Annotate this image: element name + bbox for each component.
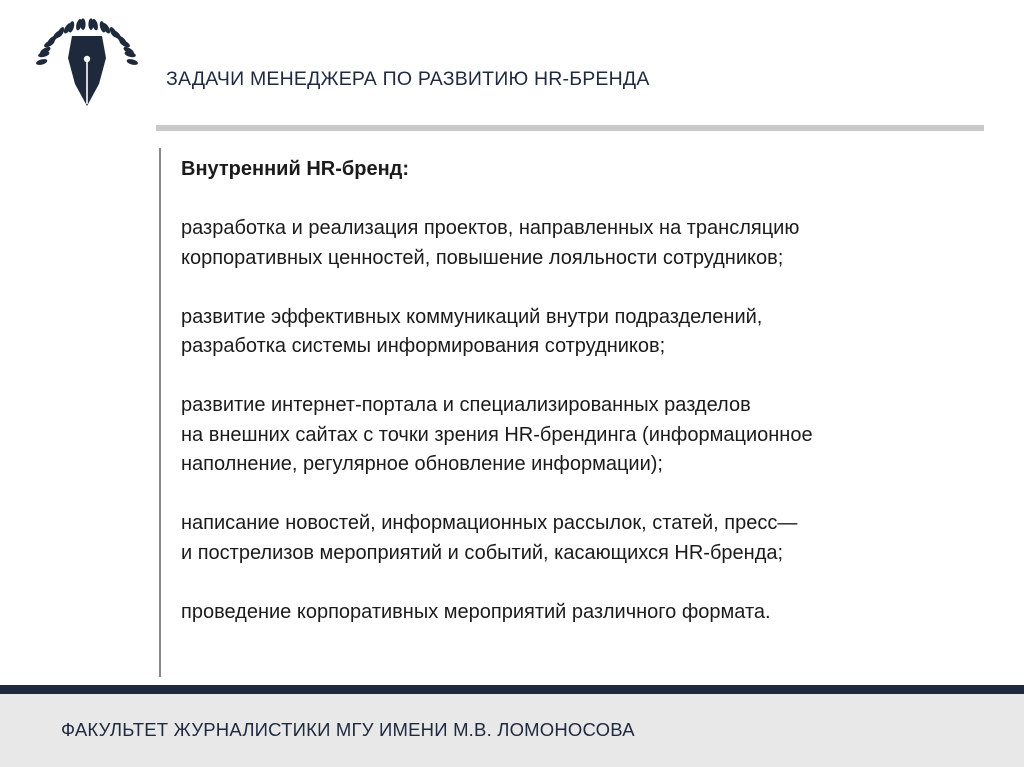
footer-dark-stripe [0,685,1024,694]
paragraph-line: корпоративных ценностей, повышение лояльности сотрудников; [181,246,784,269]
laurel-leaf [126,58,139,66]
title-divider [156,125,984,131]
footer-faculty-name: ФАКУЛЬТЕТ ЖУРНАЛИСТИКИ МГУ ИМЕНИ М.В. ЛОМОНОСОВА [61,719,635,740]
task-paragraph [181,303,971,362]
paragraph-line: разработка системы информирования сотрудников; [181,335,666,357]
faculty-logo-icon [32,14,142,124]
slide-title: ЗАДАЧИ МЕНЕДЖЕРА ПО РАЗВИТИЮ HR-БРЕНДА [166,68,650,90]
task-paragraph [181,214,971,273]
task-paragraph [181,598,971,628]
paragraph-line: развитие эффективных коммуникаций внутри подразделений, [181,305,763,328]
task-paragraph [181,509,971,568]
content-body [181,155,971,627]
paragraph-line: проведение корпоративных мероприятий различного формата. [181,600,771,623]
paragraph-line: наполнение, регулярное обновление информации); [181,453,663,475]
paragraph-line: развитие интернет-портала и специализированных разделов [181,394,751,416]
laurel-leaf [80,18,85,30]
paragraph-line: на внешних сайтах с точки зрения HR-брендинга (информационное [181,423,813,446]
paragraph-line: разработка и реализация проектов, направленных на трансляцию [181,217,800,239]
content-left-rule [159,148,161,677]
laurel-leaf [35,58,48,66]
paragraph-line: и пострелизов мероприятий и событий, касающихся HR-бренда; [181,541,784,564]
content-heading: Внутренний HR-бренд: [181,158,410,180]
paragraph-line: написание новостей, информационных рассылок, статей, пресс— [181,512,798,534]
task-paragraph [181,391,971,480]
